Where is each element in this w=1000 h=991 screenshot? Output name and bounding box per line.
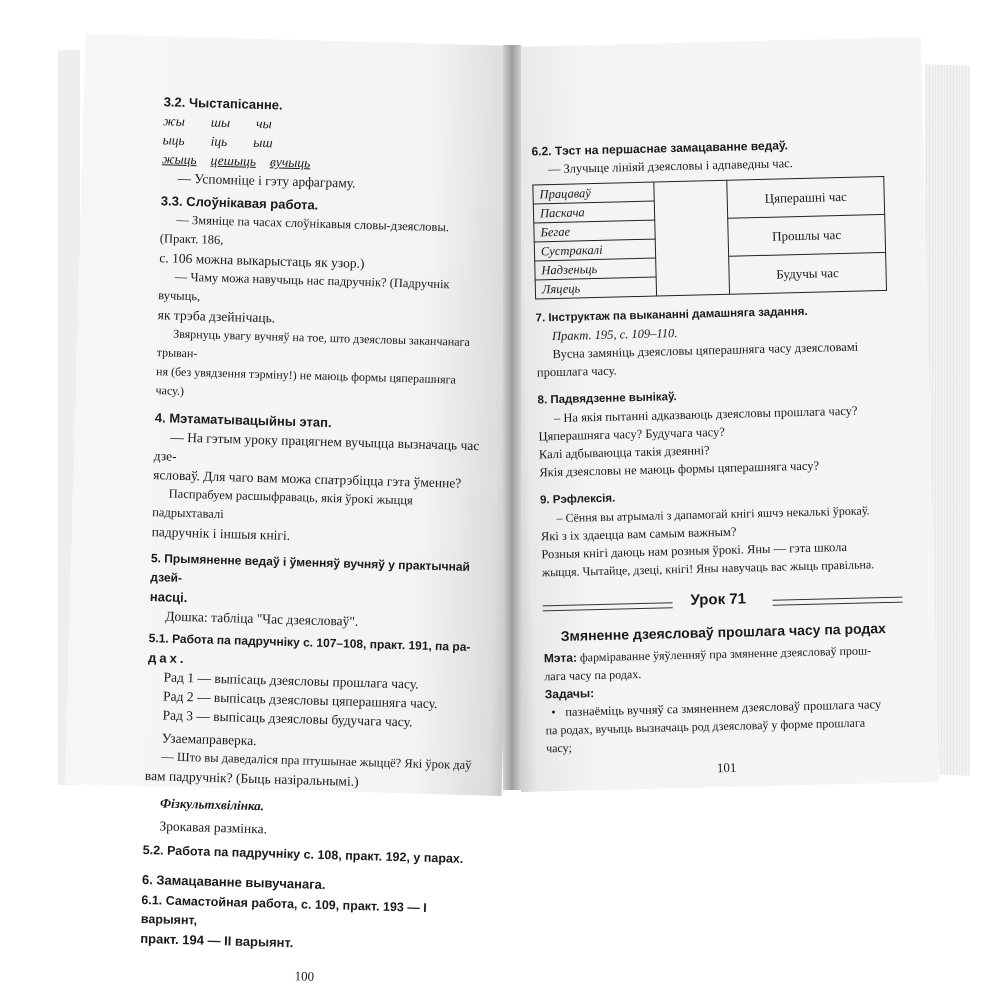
section-9-title: 9. Рэфлексія. — [539, 492, 616, 507]
paragraph: — На гэтым уроку працягнем вучыцца вызначаць час дзе- — [153, 429, 480, 464]
row-task-1: Рад 1 — выпісаць дзеясловы прошлага часу. — [163, 669, 419, 692]
paragraph: – На якія пытанні адказваюць дзеясловы прошлага часу? — [553, 403, 858, 426]
test-verb: Сустракалі — [534, 239, 655, 261]
book-spine-gutter — [503, 45, 521, 790]
task-item: • пазнаёміць вучняў са змяненнем дзеясловаў прошлага часу — [545, 695, 905, 722]
section-4-title: 4. Мэтаматывацыйны этап. — [154, 410, 332, 431]
tasks-label: Задачы: — [544, 686, 595, 702]
section-5-title-cont: насці. — [149, 589, 188, 606]
paragraph: Практ. 195, с. 109–110. — [551, 326, 678, 344]
right-page — [503, 37, 939, 792]
left-page — [65, 34, 523, 984]
copybook-item: жы — [162, 113, 186, 129]
test-verb: Надзеньць — [535, 258, 656, 280]
copybook-item: чы — [255, 115, 272, 132]
paragraph: Розныя кнігі даюць нам розныя ўрокі. Яны — гэта школа — [541, 539, 848, 562]
paragraph: лага часу па родах. — [544, 667, 642, 684]
section-5-1-title: 5.1. Работа па падручніку с. 107–108, практ. 191, па ра- — [148, 631, 471, 655]
test-verb: Ляцець — [535, 277, 656, 299]
paragraph: жыцця. Чытайце, дзеці, кнігі! Яны навучаць вас жыць правільна. — [541, 557, 875, 580]
fizkult-label: Фізкультхвілінка. — [159, 795, 265, 814]
test-verb: Бегае — [534, 220, 655, 242]
paragraph: па родах, вучыць вызначаць род дзеясловаў у форме прошлага — [545, 715, 866, 738]
paragraph: Вусна замяніць дзеясловы цяперашняга часу дзеясловамі — [552, 339, 859, 362]
test-tense: Прошлы час — [728, 214, 886, 256]
paragraph: Звярнуць увагу вучняў на тое, што дзеясловы заканчанага трыван- — [156, 326, 470, 361]
copybook-item: шы — [210, 114, 231, 131]
row-task-2: Рад 2 — выпісаць дзеясловы цяперашняга часу. — [162, 688, 438, 712]
section-8-title: 8. Падвядзенне вынікаў. — [537, 391, 677, 407]
section-5-1-title-cont: дах. — [147, 650, 187, 667]
test-table — [532, 176, 887, 300]
paragraph: як трэба дзейнічаць. — [157, 307, 276, 326]
lesson-subtitle: Змяненне дзеясловаў прошлага часу па родах — [560, 620, 887, 644]
paragraph: – Сёння вы атрымалі з дапамогай кнігі яшчэ некалькі ўрокаў. — [556, 503, 870, 526]
section-6-2-title: 6.2. Тэст на першаснае замацаванне ведаў. — [531, 138, 789, 159]
paragraph: Цяперашняга часу? Будучага часу? — [538, 424, 726, 444]
paragraph: ня (без увядзення тэрміну!) не маюць формы цяперашняга часу.) — [155, 364, 457, 398]
paragraph: с. 106 можна выкарыстаць як узор.) — [159, 250, 365, 271]
copybook-word: жыць — [161, 151, 197, 168]
paragraph: Узаемаправерка. — [161, 730, 257, 749]
decor-line-left — [543, 602, 673, 611]
row-task-3: Рад 3 — выпісаць дзеясловы будучага часу. — [162, 707, 413, 730]
page-number-left: 100 — [294, 968, 315, 984]
paragraph: ясловаў. Для чаго вам можа спатрэбіцца гэта ўменне? — [153, 467, 462, 491]
lesson-header — [542, 583, 903, 622]
section-5-2-title: 5.2. Работа па падручніку с. 108, практ. 192, у парах. — [142, 842, 464, 866]
section-3-3-title: 3.3. Слоўнікавая работа. — [160, 193, 319, 213]
lesson-title: Урок 71 — [690, 590, 747, 609]
paragraph: Паспрабуем расшыфраваць, якія ўрокі жыцця падрыхтавалі — [152, 486, 413, 522]
test-matching-area — [654, 180, 730, 296]
paragraph: — Чаму можа навучыць нас падручнік? (Падручнік вучыць, — [158, 269, 450, 304]
paragraph: Зрокавая размінка. — [159, 818, 268, 837]
paragraph: падручнік і іншыя кнігі. — [151, 524, 291, 543]
section-6-1-title-cont: практ. 194 — ІІ варыянт. — [140, 930, 294, 951]
section-6-title: 6. Замацаванне вывучанага. — [141, 871, 326, 893]
paragraph: Які з іх здаецца вам самым важным? — [540, 524, 737, 544]
paragraph: — Злучыце лініяй дзеясловы і адпаведны час. — [547, 156, 794, 177]
paragraph: — Змяніце па часах слоўнікавыя словы-дзеясловы. (Практ. 186, — [159, 212, 450, 247]
paragraph: вам падручнік? (Быць назіральнымі.) — [144, 767, 359, 789]
goal-text: фарміраванне ўяўленняў пра змяненне дзеясловаў прош- — [579, 643, 872, 665]
test-tense: Будучы час — [729, 252, 887, 294]
copybook-item: іць — [210, 133, 228, 150]
section-6-1-title: 6.1. Самастойная работа, с. 109, практ. 193 — І варыянт, — [140, 892, 427, 928]
page-number-right: 101 — [716, 759, 737, 776]
copybook-item: ыць — [162, 132, 185, 148]
paragraph: Дошка: табліца "Час дзеясловаў". — [165, 608, 359, 629]
copybook-item: ыш — [253, 134, 273, 151]
paragraph: часу; — [545, 740, 572, 756]
copybook-word: вучыць — [269, 154, 311, 171]
test-verb: Паскача — [533, 201, 654, 223]
test-verb: Працаваў — [533, 182, 654, 204]
paragraph: — Што вы даведаліся пра птушынае жыццё? Які ўрок даў — [161, 749, 472, 773]
test-tense: Цяперашні час — [727, 176, 885, 218]
section-7-title: 7. Інструктаж па выкананні дамашняга задання. — [535, 305, 808, 325]
paragraph: Якія дзеясловы не маюць формы цяперашняга часу? — [539, 458, 820, 480]
copybook-word: цешыць — [210, 152, 257, 169]
decor-line-right — [773, 597, 903, 606]
paragraph: — Успомніце і гэту арфаграму. — [177, 170, 356, 191]
paragraph: Калі адбываюцца такія дзеянні? — [538, 443, 710, 462]
goal-label: Мэта: — [543, 650, 578, 666]
section-3-2-title: 3.2. Чыстапісанне. — [163, 94, 283, 113]
paragraph: прошлага часу. — [536, 363, 617, 380]
section-5-title: 5. Прымяненне ведаў і ўменняў вучняў у практычнай дзей- — [150, 551, 471, 585]
